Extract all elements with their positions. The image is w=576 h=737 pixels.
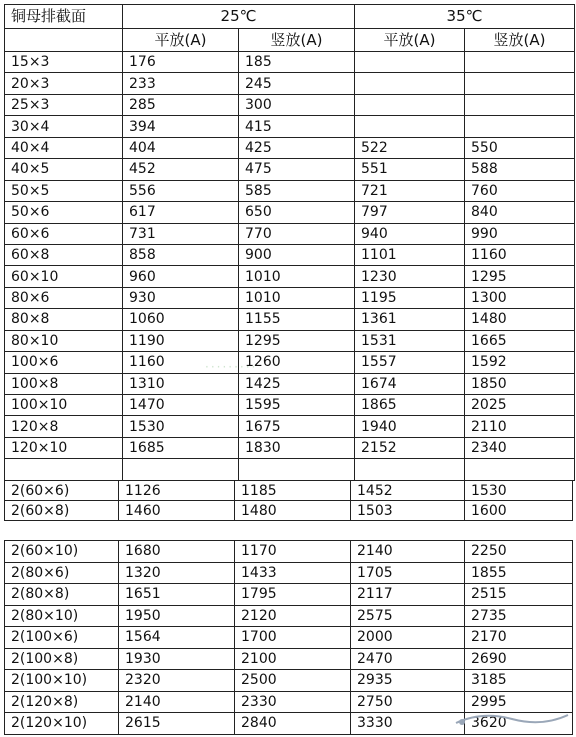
cross-section-cell: 120×8 bbox=[5, 416, 123, 437]
empty-header-cell bbox=[5, 29, 123, 52]
cross-section-cell: 80×10 bbox=[5, 330, 123, 351]
faint-watermark: ········· bbox=[205, 360, 258, 374]
vertical-header-25: 竖放(A) bbox=[239, 29, 355, 52]
current-value-cell bbox=[355, 94, 465, 115]
table-row bbox=[5, 373, 575, 394]
current-value-cell: 3185 bbox=[465, 670, 573, 692]
current-value-cell bbox=[465, 459, 575, 480]
current-value-cell: 285 bbox=[123, 94, 239, 115]
cross-section-cell: 2(80×8) bbox=[5, 584, 119, 606]
current-value-cell: 1700 bbox=[235, 627, 351, 649]
current-value-cell: 1260 bbox=[239, 352, 355, 373]
current-value-cell: 556 bbox=[123, 180, 239, 201]
cross-section-cell bbox=[5, 459, 123, 480]
table-row bbox=[5, 584, 573, 606]
table-row bbox=[5, 605, 573, 627]
current-value-cell: 1503 bbox=[351, 501, 465, 521]
current-value-cell: 721 bbox=[355, 180, 465, 201]
current-value-cell: 2735 bbox=[465, 605, 573, 627]
current-value-cell: 3330 bbox=[351, 713, 465, 735]
cross-section-cell: 2(120×8) bbox=[5, 691, 119, 713]
cross-section-cell: 2(80×10) bbox=[5, 605, 119, 627]
current-value-cell: 2340 bbox=[465, 437, 575, 458]
current-value-cell: 415 bbox=[239, 116, 355, 137]
current-value-cell bbox=[465, 94, 575, 115]
table-row bbox=[5, 352, 575, 373]
cross-section-cell: 30×4 bbox=[5, 116, 123, 137]
flat-header-35: 平放(A) bbox=[355, 29, 465, 52]
current-value-cell: 3620 bbox=[465, 713, 573, 735]
table-row bbox=[5, 459, 575, 480]
table-row bbox=[5, 481, 573, 501]
current-value-cell: 1452 bbox=[351, 481, 465, 501]
table-row bbox=[5, 309, 575, 330]
cross-section-cell: 120×10 bbox=[5, 437, 123, 458]
table-row bbox=[5, 116, 575, 137]
current-value-cell: 1295 bbox=[239, 330, 355, 351]
cross-section-cell: 2(100×8) bbox=[5, 648, 119, 670]
cross-section-cell: 100×8 bbox=[5, 373, 123, 394]
copper-busbar-table-single bbox=[4, 4, 575, 481]
cross-section-cell: 2(100×6) bbox=[5, 627, 119, 649]
current-value-cell: 1480 bbox=[465, 309, 575, 330]
current-value-cell: 1850 bbox=[465, 373, 575, 394]
current-value-cell: 2470 bbox=[351, 648, 465, 670]
current-value-cell: 1425 bbox=[239, 373, 355, 394]
cross-section-cell: 100×10 bbox=[5, 395, 123, 416]
current-value-cell: 404 bbox=[123, 137, 239, 158]
cross-section-cell: 15×3 bbox=[5, 52, 123, 73]
current-value-cell: 1361 bbox=[355, 309, 465, 330]
table-row bbox=[5, 416, 575, 437]
current-value-cell: 233 bbox=[123, 73, 239, 94]
current-value-cell: 2995 bbox=[465, 691, 573, 713]
table-row bbox=[5, 223, 575, 244]
current-value-cell: 2025 bbox=[465, 395, 575, 416]
current-value-cell: 1295 bbox=[465, 266, 575, 287]
current-value-cell: 940 bbox=[355, 223, 465, 244]
corner-logo-mark bbox=[452, 707, 572, 729]
current-value-cell: 797 bbox=[355, 202, 465, 223]
copper-busbar-table-double-b bbox=[4, 540, 573, 735]
current-value-cell bbox=[355, 116, 465, 137]
current-value-cell: 1170 bbox=[235, 541, 351, 563]
table-row bbox=[5, 437, 575, 458]
current-value-cell: 1531 bbox=[355, 330, 465, 351]
cross-section-cell: 2(120×10) bbox=[5, 713, 119, 735]
table-row bbox=[5, 287, 575, 308]
current-value-cell: 1665 bbox=[465, 330, 575, 351]
current-value-cell: 858 bbox=[123, 244, 239, 265]
current-value-cell: 1930 bbox=[119, 648, 235, 670]
current-value-cell: 1010 bbox=[239, 266, 355, 287]
table-row bbox=[5, 648, 573, 670]
current-value-cell: 1300 bbox=[465, 287, 575, 308]
current-value-cell: 585 bbox=[239, 180, 355, 201]
table-row bbox=[5, 266, 575, 287]
header-row-orientation bbox=[5, 29, 575, 52]
current-value-cell: 2110 bbox=[465, 416, 575, 437]
current-value-cell: 2170 bbox=[465, 627, 573, 649]
current-value-cell: 930 bbox=[123, 287, 239, 308]
current-value-cell: 1795 bbox=[235, 584, 351, 606]
table-row bbox=[5, 562, 573, 584]
current-value-cell: 617 bbox=[123, 202, 239, 223]
current-value-cell: 550 bbox=[465, 137, 575, 158]
table-row bbox=[5, 159, 575, 180]
current-value-cell: 394 bbox=[123, 116, 239, 137]
current-value-cell: 2575 bbox=[351, 605, 465, 627]
current-value-cell: 1101 bbox=[355, 244, 465, 265]
table-row bbox=[5, 244, 575, 265]
current-value-cell: 1160 bbox=[465, 244, 575, 265]
current-value-cell: 1195 bbox=[355, 287, 465, 308]
current-value-cell: 1155 bbox=[239, 309, 355, 330]
cross-section-cell: 2(60×8) bbox=[5, 501, 119, 521]
current-value-cell: 2140 bbox=[351, 541, 465, 563]
flat-header-25: 平放(A) bbox=[123, 29, 239, 52]
current-value-cell: 2500 bbox=[235, 670, 351, 692]
current-value-cell: 2000 bbox=[351, 627, 465, 649]
current-value-cell: 2515 bbox=[465, 584, 573, 606]
current-value-cell bbox=[355, 73, 465, 94]
current-value-cell: 1230 bbox=[355, 266, 465, 287]
current-value-cell: 2690 bbox=[465, 648, 573, 670]
current-value-cell: 2840 bbox=[235, 713, 351, 735]
cross-section-cell: 2(60×6) bbox=[5, 481, 119, 501]
current-value-cell: 452 bbox=[123, 159, 239, 180]
table-row bbox=[5, 330, 575, 351]
cross-section-cell: 25×3 bbox=[5, 94, 123, 115]
current-value-cell: 1674 bbox=[355, 373, 465, 394]
current-value-cell: 960 bbox=[123, 266, 239, 287]
temp-35-header: 35℃ bbox=[355, 5, 575, 29]
table-row bbox=[5, 670, 573, 692]
current-value-cell: 1480 bbox=[235, 501, 351, 521]
current-value-cell: 1651 bbox=[119, 584, 235, 606]
current-value-cell: 1855 bbox=[465, 562, 573, 584]
table-row bbox=[5, 180, 575, 201]
table-row bbox=[5, 501, 573, 521]
cross-section-cell: 60×6 bbox=[5, 223, 123, 244]
current-value-cell bbox=[355, 52, 465, 73]
current-value-cell: 1592 bbox=[465, 352, 575, 373]
current-value-cell: 840 bbox=[465, 202, 575, 223]
current-value-cell: 1675 bbox=[239, 416, 355, 437]
table-row bbox=[5, 94, 575, 115]
current-value-cell: 245 bbox=[239, 73, 355, 94]
current-value-cell: 1685 bbox=[123, 437, 239, 458]
current-value-cell: 1950 bbox=[119, 605, 235, 627]
cross-section-cell: 40×4 bbox=[5, 137, 123, 158]
current-value-cell: 1705 bbox=[351, 562, 465, 584]
current-value-cell: 475 bbox=[239, 159, 355, 180]
current-value-cell: 176 bbox=[123, 52, 239, 73]
cross-section-cell: 50×5 bbox=[5, 180, 123, 201]
current-value-cell: 731 bbox=[123, 223, 239, 244]
current-value-cell: 1320 bbox=[119, 562, 235, 584]
table-row bbox=[5, 202, 575, 223]
current-value-cell: 2100 bbox=[235, 648, 351, 670]
current-value-cell: 760 bbox=[465, 180, 575, 201]
current-value-cell: 300 bbox=[239, 94, 355, 115]
current-value-cell: 425 bbox=[239, 137, 355, 158]
current-value-cell bbox=[123, 459, 239, 480]
current-value-cell: 2140 bbox=[119, 691, 235, 713]
current-value-cell: 650 bbox=[239, 202, 355, 223]
current-value-cell: 1830 bbox=[239, 437, 355, 458]
temp-25-header: 25℃ bbox=[123, 5, 355, 29]
current-value-cell: 990 bbox=[465, 223, 575, 244]
current-value-cell: 2750 bbox=[351, 691, 465, 713]
cross-section-cell: 80×6 bbox=[5, 287, 123, 308]
cross-section-cell: 100×6 bbox=[5, 352, 123, 373]
current-value-cell: 1060 bbox=[123, 309, 239, 330]
current-value-cell: 1865 bbox=[355, 395, 465, 416]
current-value-cell bbox=[239, 459, 355, 480]
current-value-cell: 2320 bbox=[119, 670, 235, 692]
current-value-cell: 2120 bbox=[235, 605, 351, 627]
current-value-cell: 522 bbox=[355, 137, 465, 158]
table-row bbox=[5, 52, 575, 73]
current-value-cell: 1530 bbox=[465, 481, 573, 501]
current-value-cell: 2615 bbox=[119, 713, 235, 735]
current-value-cell: 588 bbox=[465, 159, 575, 180]
table-row bbox=[5, 395, 575, 416]
current-value-cell: 1595 bbox=[239, 395, 355, 416]
cross-section-cell: 50×6 bbox=[5, 202, 123, 223]
table-row bbox=[5, 541, 573, 563]
current-value-cell: 1470 bbox=[123, 395, 239, 416]
current-value-cell: 1460 bbox=[119, 501, 235, 521]
current-value-cell: 1160 bbox=[123, 352, 239, 373]
header-row-groups bbox=[5, 5, 575, 29]
cross-section-cell: 20×3 bbox=[5, 73, 123, 94]
cross-section-header: 铜母排截面 bbox=[5, 5, 123, 29]
current-value-cell: 185 bbox=[239, 52, 355, 73]
current-value-cell: 1600 bbox=[465, 501, 573, 521]
current-value-cell: 1310 bbox=[123, 373, 239, 394]
current-value-cell: 1940 bbox=[355, 416, 465, 437]
current-value-cell: 770 bbox=[239, 223, 355, 244]
cross-section-cell: 2(100×10) bbox=[5, 670, 119, 692]
cross-section-cell: 60×8 bbox=[5, 244, 123, 265]
current-value-cell: 551 bbox=[355, 159, 465, 180]
current-value-cell: 2250 bbox=[465, 541, 573, 563]
table-row bbox=[5, 627, 573, 649]
current-value-cell: 1185 bbox=[235, 481, 351, 501]
current-value-cell: 1010 bbox=[239, 287, 355, 308]
current-value-cell: 1564 bbox=[119, 627, 235, 649]
current-value-cell bbox=[465, 116, 575, 137]
current-value-cell: 1530 bbox=[123, 416, 239, 437]
table-row bbox=[5, 137, 575, 158]
vertical-header-35: 竖放(A) bbox=[465, 29, 575, 52]
current-value-cell bbox=[465, 73, 575, 94]
current-value-cell: 1557 bbox=[355, 352, 465, 373]
cross-section-cell: 60×10 bbox=[5, 266, 123, 287]
current-value-cell bbox=[355, 459, 465, 480]
current-value-cell: 900 bbox=[239, 244, 355, 265]
cross-section-cell: 2(80×6) bbox=[5, 562, 119, 584]
copper-busbar-table-double-a bbox=[4, 480, 573, 521]
current-value-cell: 1126 bbox=[119, 481, 235, 501]
current-value-cell: 2935 bbox=[351, 670, 465, 692]
current-value-cell: 2152 bbox=[355, 437, 465, 458]
cross-section-cell: 2(60×10) bbox=[5, 541, 119, 563]
current-value-cell: 1433 bbox=[235, 562, 351, 584]
current-value-cell: 2117 bbox=[351, 584, 465, 606]
cross-section-cell: 40×5 bbox=[5, 159, 123, 180]
current-value-cell: 1680 bbox=[119, 541, 235, 563]
table-row bbox=[5, 73, 575, 94]
current-value-cell: 2330 bbox=[235, 691, 351, 713]
cross-section-cell: 80×8 bbox=[5, 309, 123, 330]
current-value-cell bbox=[465, 52, 575, 73]
current-value-cell: 1190 bbox=[123, 330, 239, 351]
